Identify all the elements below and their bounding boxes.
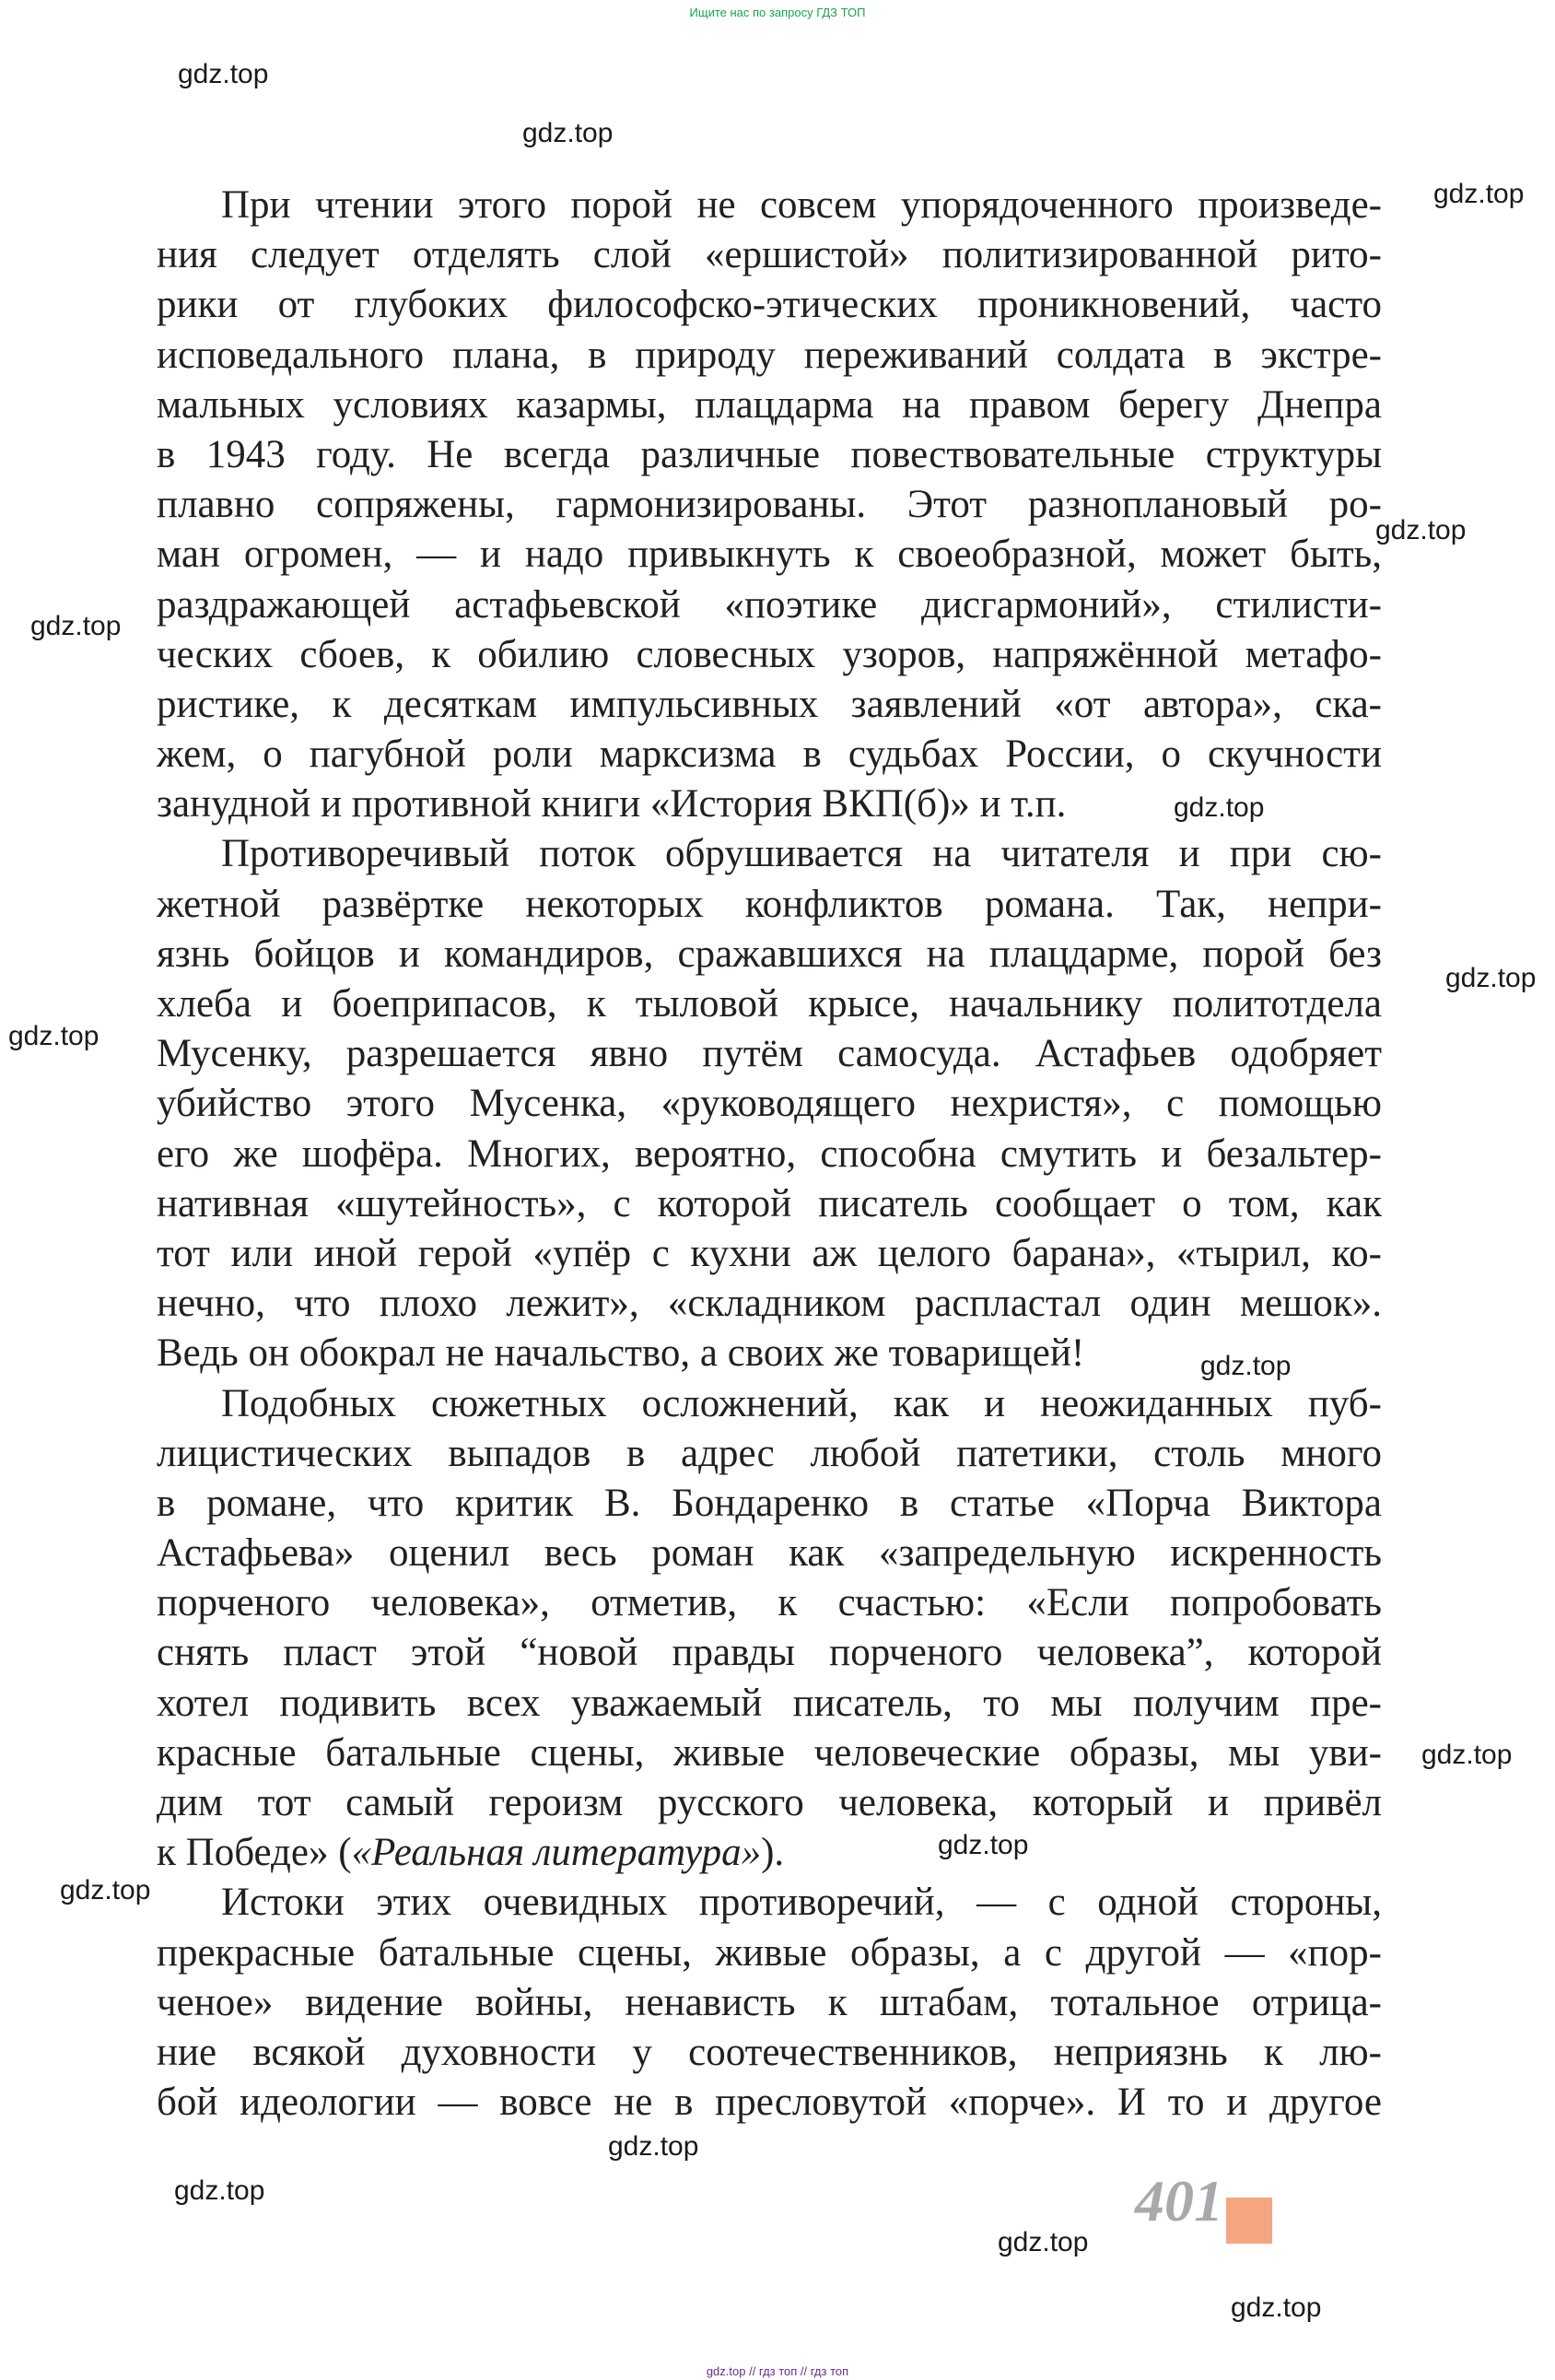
watermark: gdz.top [1445, 963, 1537, 993]
watermark: gdz.top [60, 1875, 151, 1905]
text-line: Мусенку, разрешается явно путём самосуда. Астафьев одобряет [157, 1032, 1382, 1076]
text-line: хотел подивить всех уважаемый писатель, то мы получим пре- [157, 1681, 1382, 1725]
text-fragment: к Победе» ( [157, 1831, 352, 1875]
text-line: ристике, к десяткам импульсивных заявлений «от автора», ска- [157, 682, 1382, 726]
text-line: красные батальные сцены, живые человеческие образы, мы уви- [157, 1730, 1382, 1775]
watermark: gdz.top [178, 59, 269, 89]
text-line: снять пласт этой “новой правды порченого человека”, которой [157, 1631, 1382, 1675]
page-accent-tab [1226, 2198, 1272, 2244]
watermark: gdz.top [30, 611, 122, 641]
text-line: ченое» видение войны, ненависть к штабам, тотальное отрица- [157, 1980, 1382, 2024]
text-line [157, 1828, 1382, 1878]
text-line: раздражающей астафьевской «поэтике дисгармоний», стилисти- [157, 582, 1382, 627]
watermark: gdz.top [938, 1830, 1029, 1860]
paragraph-2 [157, 829, 1382, 1378]
text-line: рики от глубоких философско-этических проникновений, часто [157, 283, 1382, 327]
text-line: нечно, что плохо лежит», «складником распластал один мешок». [157, 1282, 1382, 1326]
watermark: gdz.top [998, 2227, 1089, 2257]
text-line: дим тот самый героизм русского человека, который и привёл [157, 1781, 1382, 1824]
text-line: ние всякой духовности у соотечественников, неприязнь к лю- [157, 2030, 1382, 2074]
watermark: gdz.top [1231, 2292, 1322, 2323]
watermark: gdz.top [522, 118, 614, 148]
text-line: бой идеологии — вовсе не в пресловутой «порче». И то и другое [157, 2081, 1382, 2125]
watermark: gdz.top [174, 2175, 265, 2206]
text-line: хлеба и боеприпасов, к тыловой крысе, начальнику политотдела [157, 982, 1382, 1026]
watermark: gdz.top [1200, 1351, 1292, 1381]
watermark: gdz.top [8, 1021, 99, 1051]
text-line: плавно сопряжены, гармонизированы. Этот разноплановый ро- [157, 483, 1382, 527]
text-line: При чтении этого порой не совсем упорядоченного произведе- [221, 183, 1382, 227]
text-line: жетной развёртке некоторых конфликтов романа. Так, непри- [157, 882, 1382, 926]
paragraph-4 [157, 1878, 1382, 2128]
text-line: в романе, что критик В. Бондаренко в статье «Порча Виктора [157, 1481, 1382, 1525]
text-line: ческих сбоев, к обилию словесных узоров, напряжённой метафо- [157, 632, 1382, 676]
text-line: жем, о пагубной роли марксизма в судьбах России, о скучности [157, 733, 1382, 777]
text-line: Ведь он обокрал не начальство, а своих же товарищей! [157, 1331, 1085, 1376]
text-line: убийство этого Мусенка, «руководящего нехристя», с помощью [157, 1082, 1382, 1126]
text-line: Истоки этих очевидных противоречий, — с одной стороны, [221, 1881, 1382, 1925]
text-line: порченого человека», отметив, к счастью: «Если попробовать [157, 1581, 1382, 1625]
journal-title: «Реальная литература» [351, 1831, 762, 1875]
header-note: Ищите нас по запросу ГДЗ ТОП [689, 6, 866, 19]
text-fragment: ). [761, 1831, 785, 1875]
text-line: ман огромен, — и надо привыкнуть к своеобразной, может быть, [157, 533, 1382, 577]
text-line: ния следует отделять слой «ершистой» политизированной рито- [157, 233, 1382, 277]
text-line: язнь бойцов и командиров, сражавшихся на плацдарме, порой без [157, 932, 1382, 976]
body-text [157, 181, 1382, 2128]
text-line: Противоречивый поток обрушивается на читателя и при сю- [221, 832, 1382, 876]
page-number: 401 [1135, 2168, 1223, 2233]
watermark: gdz.top [1375, 515, 1467, 545]
footer-note: gdz.top // гдз топ // гдз топ [706, 2364, 849, 2378]
watermark: gdz.top [1433, 179, 1525, 209]
text-line: Подобных сюжетных осложнений, как и неожиданных пуб- [221, 1381, 1382, 1425]
text-line: прекрасные батальные сцены, живые образы, а с другой — «пор- [157, 1930, 1382, 1975]
text-line: нативная «шутейность», с которой писатель сообщает о том, как [157, 1181, 1382, 1225]
text-line: лицистических выпадов в адрес любой патетики, столь много [157, 1431, 1382, 1475]
watermark: gdz.top [1174, 792, 1265, 823]
paragraph-3 [157, 1379, 1382, 1879]
text-line: в 1943 году. Не всегда различные повествовательные структуры [157, 432, 1382, 476]
watermark: gdz.top [608, 2131, 699, 2162]
watermark: gdz.top [1421, 1740, 1513, 1770]
text-line: исповедального плана, в природу переживаний солдата в экстре- [157, 333, 1382, 377]
text-line: Астафьева» оценил весь роман как «запредельную искренность [157, 1531, 1382, 1576]
text-line: тот или иной герой «упёр с кухни аж целого барана», «тырил, ко- [157, 1231, 1382, 1275]
text-line: занудной и противной книги «История ВКП(б)» и т.п. [157, 782, 1067, 827]
text-line: его же шофёра. Многих, вероятно, способна смутить и безальтер- [157, 1131, 1382, 1176]
paragraph-1 [157, 181, 1382, 829]
text-line: мальных условиях казармы, плацдарма на правом берегу Днепра [157, 382, 1382, 427]
